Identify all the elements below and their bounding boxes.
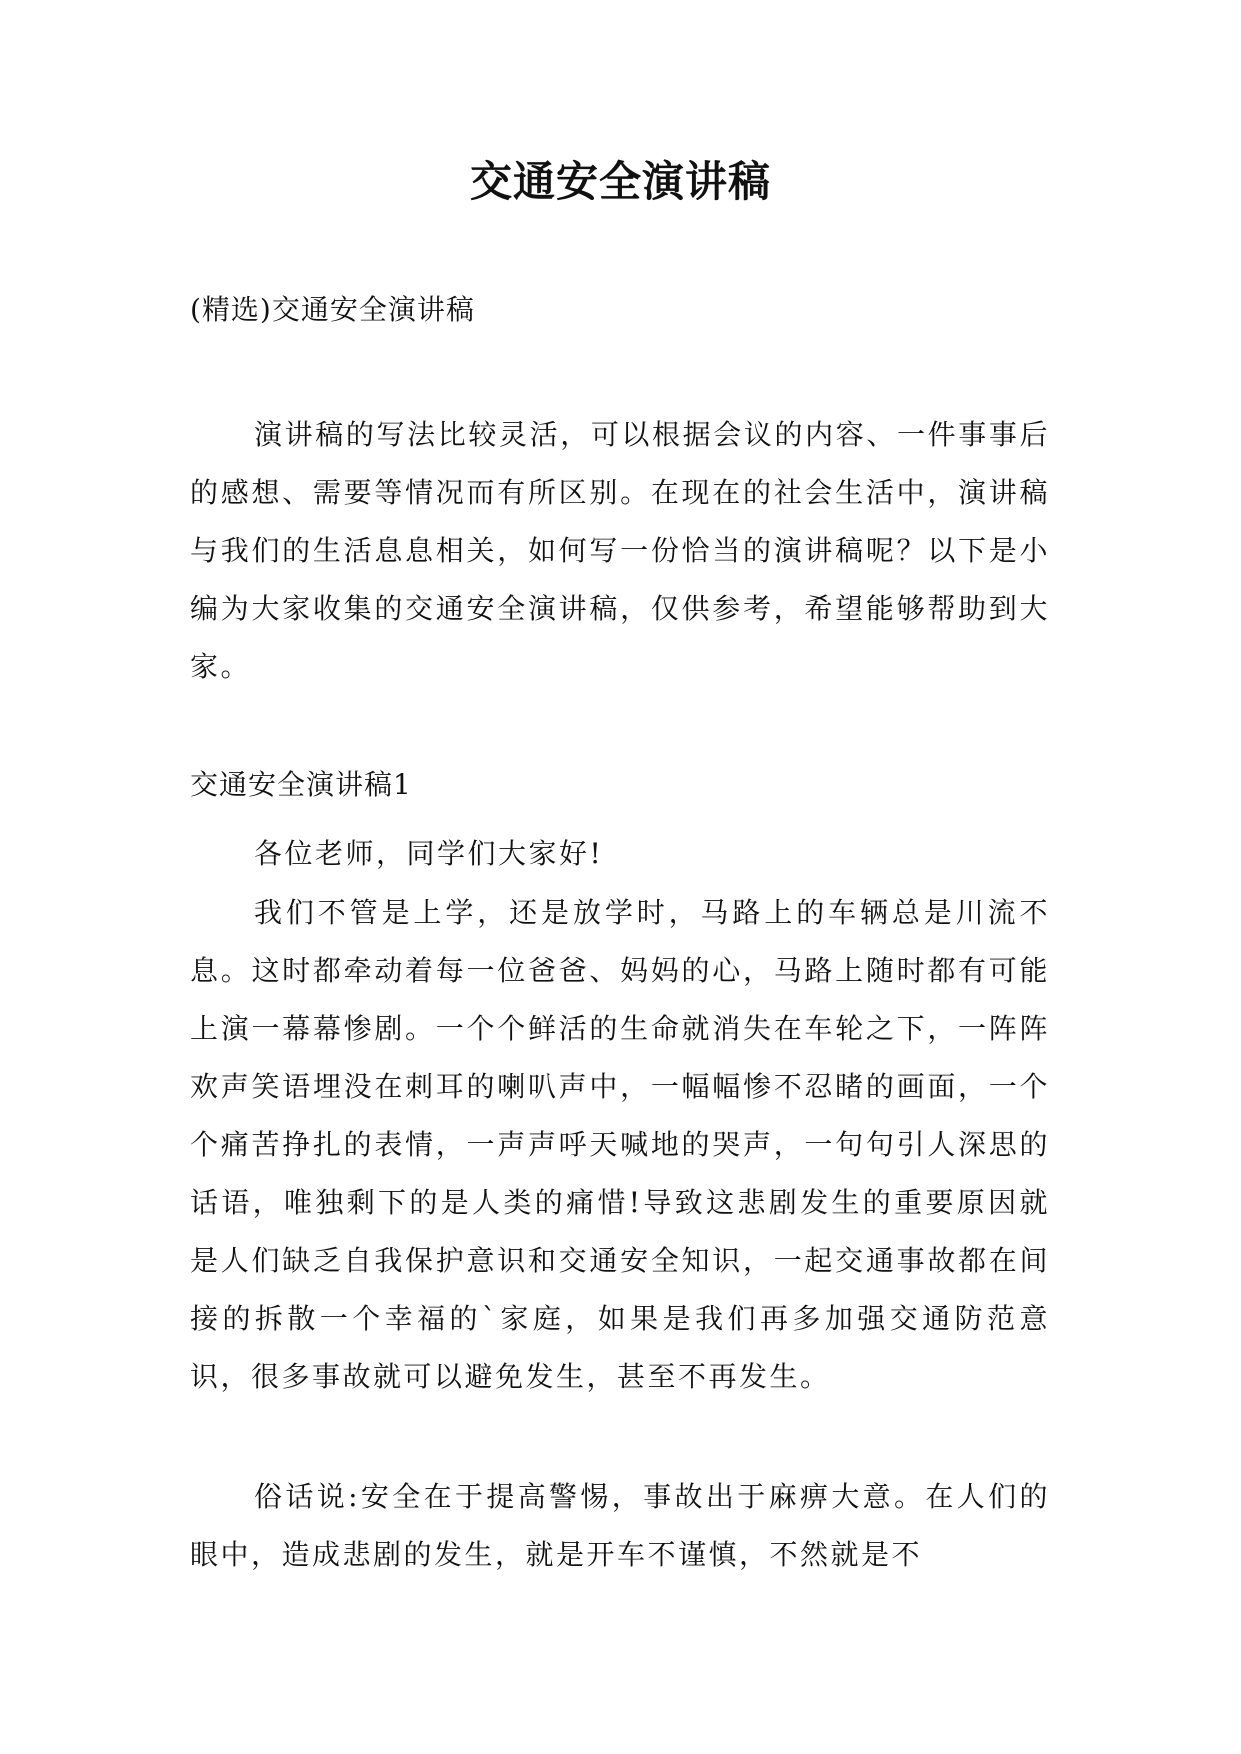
section-heading: 交通安全演讲稿1 <box>190 768 412 801</box>
document-subtitle: (精选)交通安全演讲稿 <box>190 293 475 326</box>
body-paragraph-2: 俗话说:安全在于提高警惕，事故出于麻痹大意。在人们的眼中，造成悲剧的发生，就是开车不谨慎，不然就是不 <box>190 1480 1050 1571</box>
intro-paragraph: 演讲稿的写法比较灵活，可以根据会议的内容、一件事事后的感想、需要等情况而有所区别。在现在的社会生活中，演讲稿与我们的生活息息相关，如何写一份恰当的演讲稿呢？以下是小编为大家收集的交通安全演讲稿，仅供参考，希望能够帮助到大家。 <box>190 418 1050 683</box>
greeting-paragraph: 各位老师，同学们大家好! <box>254 837 604 870</box>
document-title: 交通安全演讲稿 <box>469 157 771 206</box>
body-paragraph-1: 我们不管是上学，还是放学时，马路上的车辆总是川流不息。这时都牵动着每一位爸爸、妈妈的心，马路上随时都有可能上演一幕幕惨剧。一个个鲜活的生命就消失在车轮之下，一阵阵欢声笑语埋没在刺耳的喇叭声中，一幅幅惨不忍睹的画面，一个个痛苦挣扎的表情，一声声呼天喊地的哭声，一句句引人深思的话语，唯独剩下的是人类的痛惜!导致这悲剧发生的重要原因就是人们缺乏自我保护意识和交通安全知识，一起交通事故都在间接的拆散一个幸福的`家庭，如果是我们再多加强交通防范意识，很多事故就可以避免发生，甚至不再发生。 <box>190 896 1050 1393</box>
